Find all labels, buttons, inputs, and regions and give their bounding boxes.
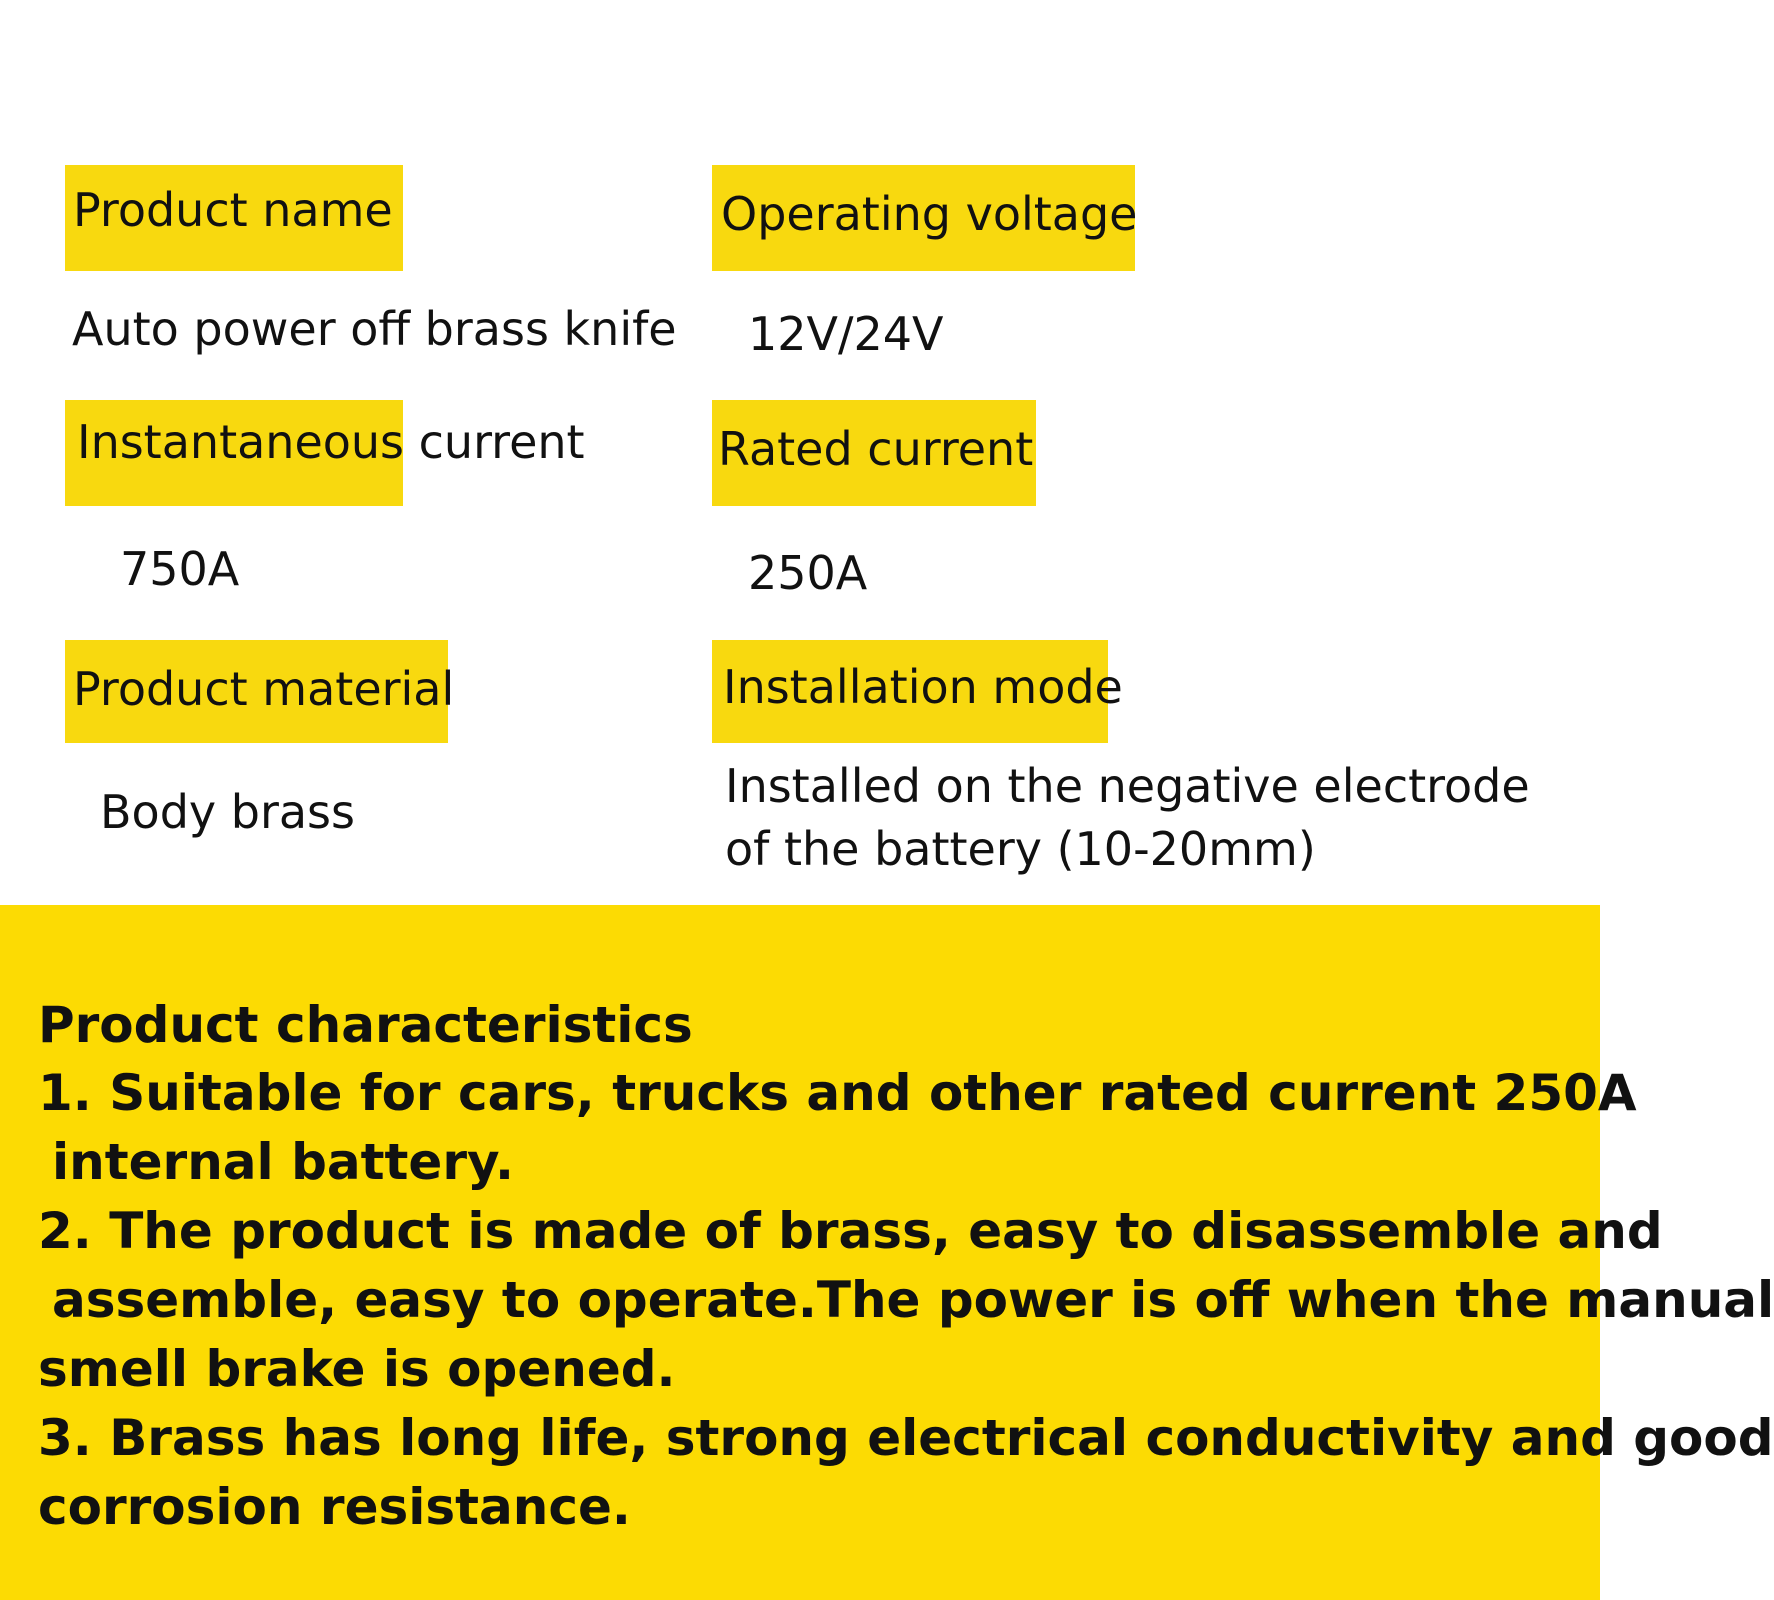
product-material-value: Body brass: [100, 785, 355, 839]
product-material-label: Product material: [73, 662, 455, 716]
feature-line: 3. Brass has long life, strong electrical conductivity and good: [38, 1409, 1774, 1467]
product-characteristics-panel: [0, 905, 1774, 1600]
feature-line: 2. The product is made of brass, easy to disassemble and: [38, 1202, 1663, 1260]
feature-line: internal battery.: [52, 1133, 514, 1191]
installation-mode-label: Installation mode: [723, 660, 1123, 714]
operating-voltage-label: Operating voltage: [721, 187, 1138, 241]
feature-line: corrosion resistance.: [38, 1478, 631, 1536]
instantaneous-current-label: Instantaneous current: [77, 415, 585, 469]
rated-current-label: Rated current: [718, 422, 1034, 476]
product-name-value: Auto power off brass knife: [72, 302, 677, 356]
feature-line: assemble, easy to operate.The power is off when the manual: [52, 1271, 1774, 1329]
installation-mode-value: Installed on the negative electrode of the battery (10-20mm): [725, 759, 1530, 877]
instantaneous-current-value: 750A: [120, 542, 240, 596]
feature-line: 1. Suitable for cars, trucks and other rated current 250A: [38, 1064, 1637, 1122]
rated-current-value: 250A: [748, 546, 868, 600]
feature-line: smell brake is opened.: [38, 1340, 676, 1398]
product-name-label: Product name: [73, 183, 393, 237]
product-characteristics-title: Product characteristics: [38, 996, 693, 1054]
operating-voltage-value: 12V/24V: [748, 307, 944, 361]
